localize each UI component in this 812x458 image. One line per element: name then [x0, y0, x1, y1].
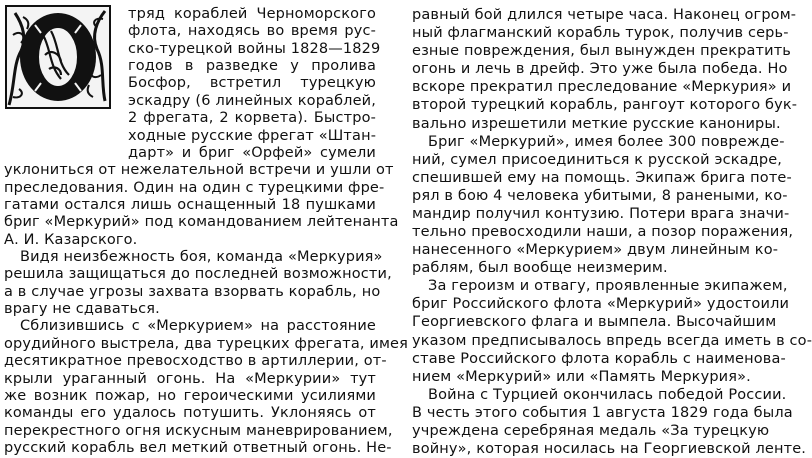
- paragraph-first-line: Сблизившись с «Меркурием» на расстояние: [20, 318, 376, 335]
- text-line: второй турецкий корабль, рангоут которого бук-: [412, 97, 798, 114]
- text-line: В честь этого события 1 августа 1829 года была: [412, 404, 793, 421]
- text-line: тряд кораблей Черноморского: [128, 6, 376, 22]
- text-line: равный бой длился четыре часа. Наконец огром-: [412, 7, 797, 23]
- text-line: А. И. Казарского.: [4, 231, 138, 248]
- text-line: эскадру (6 линейных кораблей,: [128, 92, 376, 109]
- text-line: ско-турецкой войны 1828—1829: [128, 40, 381, 57]
- text-line: ставе Российского флота корабль с наименова-: [412, 350, 786, 367]
- text-line: мандир получил контузию. Потери врага значи-: [412, 205, 790, 222]
- text-line: 2 фрегата, 2 корвета). Быстро-: [128, 110, 376, 127]
- text-line: годов в разведке у пролива: [128, 58, 376, 75]
- text-line: гатами остался лишь оснащенный 18 пушками: [4, 196, 376, 213]
- text-line: вально изрешетили меткие русские канониры.: [412, 115, 781, 132]
- text-line: решила защищаться до последней возможности,: [4, 266, 392, 283]
- text-line: врагу не сдаваться.: [4, 301, 160, 318]
- text-line: Босфор, встретил турецкую: [128, 75, 376, 92]
- text-line: уклониться от нежелательной встречи и ушли от: [4, 162, 394, 179]
- text-line: учреждена серебряная медаль «За турецкую: [412, 422, 770, 439]
- text-line: огонь и лечь в дрейф. Это уже была победа. Но: [412, 61, 788, 78]
- text-line: крыли ураганный огонь. На «Меркурии» тут: [4, 370, 376, 387]
- text-line: дарт» и бриг «Орфей» сумели: [128, 144, 376, 161]
- text-line: орудийного выстрела, два турецких фрегата, имея: [4, 335, 408, 352]
- text-line: ходные русские фрегат «Штан-: [128, 127, 377, 144]
- text-line: преследования. Один на один с турецкими фре-: [4, 179, 385, 196]
- text-line: езные повреждения, был вынужден прекратить: [412, 43, 792, 60]
- text-line: команды его удалось потушить. Уклоняясь от: [4, 405, 376, 422]
- text-line: нием «Меркурий» или «Память Меркурия».: [412, 368, 751, 385]
- text-line: тельно превосходили наши, а позор поражения,: [412, 224, 794, 240]
- text-line: перекрестного огня искусным маневрированием,: [4, 422, 393, 439]
- text-line: Георгиевского флага и вымпела. Высочайшим: [412, 314, 777, 331]
- text-line: русский корабль вел меткий ответный огонь. Не-: [4, 440, 392, 456]
- text-line: рял в бою 4 человека убитыми, 8 ранеными, ко-: [412, 187, 788, 204]
- text-line: ный флагманский корабль турок, получив серь-: [412, 25, 789, 42]
- text-line: ний, сумел присоединиться к русской эскадре,: [412, 151, 783, 168]
- text-line: спешившей ему на помощь. Экипаж брига поте-: [412, 169, 792, 186]
- text-line: бриг «Меркурий» под командованием лейтенанта: [4, 214, 399, 231]
- text-line: флота, находясь во время рус-: [128, 23, 376, 40]
- ornamental-drop-cap-o: [5, 5, 111, 109]
- text-line: а в случае угрозы захвата взорвать корабль, но: [4, 283, 381, 300]
- text-line: же возник пожар, но героическими усилиями: [4, 387, 376, 404]
- text-line: войну», которая носилась на Георгиевской ленте.: [412, 441, 807, 457]
- paragraph-first-line: Бриг «Меркурий», имея более 300 поврежде-: [428, 133, 785, 150]
- text-line: раблям, был вообще неизмерим.: [412, 260, 668, 277]
- text-line: указом предписывалось впредь всегда иметь в со-: [412, 332, 812, 349]
- text-line: вскоре прекратил преследование «Меркурия» и: [412, 79, 792, 96]
- paragraph-first-line: Видя неизбежность боя, команда «Меркурия»: [20, 249, 383, 266]
- text-line: бриг Российского флота «Меркурий» удостоили: [412, 296, 790, 313]
- text-line: нанесенного «Меркурием» двум линейным ко-: [412, 242, 779, 259]
- paragraph-first-line: За героизм и отвагу, проявленные экипажем,: [428, 278, 788, 295]
- text-line: десятикратное превосходство в артиллерии, от-: [4, 353, 387, 370]
- paragraph-first-line: Война с Турцией окончилась победой России.: [428, 386, 787, 403]
